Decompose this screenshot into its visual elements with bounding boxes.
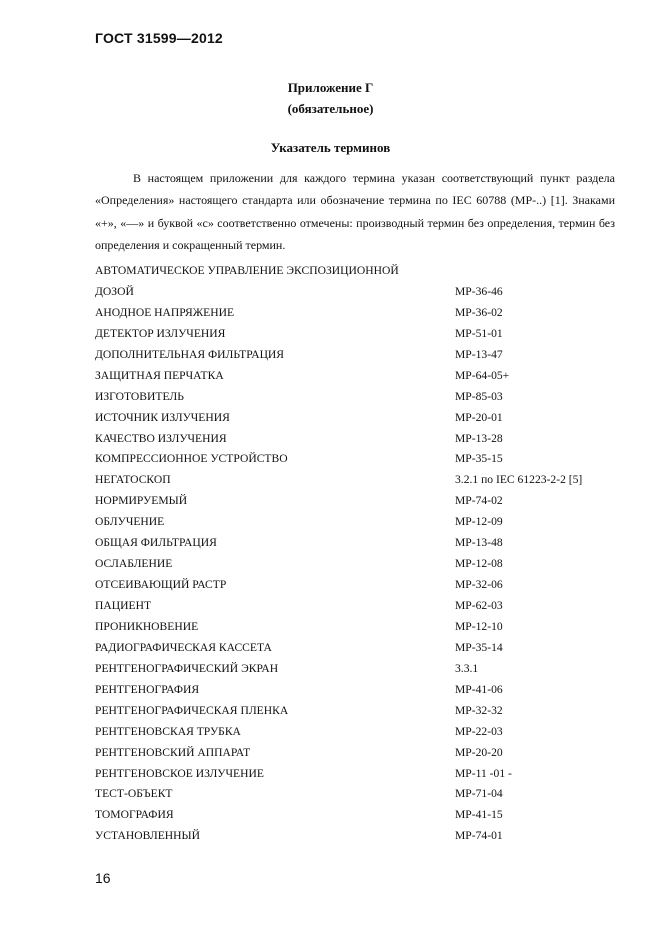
term-row bbox=[95, 701, 635, 722]
term-reference: MP-22-03 bbox=[455, 724, 503, 738]
term-name: РЕНТГЕНОГРАФИЯ bbox=[95, 682, 200, 696]
term-name: ПРОНИКНОВЕНИЕ bbox=[95, 619, 199, 633]
term-reference: MP-13-48 bbox=[455, 536, 503, 550]
term-name: РЕНТГЕНОГРАФИЧЕСКИЙ ЭКРАН bbox=[95, 661, 279, 675]
term-reference: MP-41-06 bbox=[455, 682, 503, 696]
term-row bbox=[95, 449, 635, 470]
term-reference: MP-32-06 bbox=[455, 578, 503, 592]
term-reference: MP-12-08 bbox=[455, 557, 503, 571]
term-name: РАДИОГРАФИЧЕСКАЯ КАССЕТА bbox=[95, 640, 272, 654]
term-name: НЕГАТОСКОП bbox=[95, 473, 171, 487]
index-title: Указатель терминов bbox=[270, 140, 391, 155]
term-reference: MP-35-15 bbox=[455, 452, 503, 466]
term-reference: MP-64-05+ bbox=[455, 368, 510, 382]
term-name: ТОМОГРАФИЯ bbox=[95, 808, 174, 822]
term-row bbox=[95, 784, 635, 805]
term-name: НОРМИРУЕМЫЙ bbox=[95, 494, 188, 508]
document-header: ГОСТ 31599—2012 bbox=[95, 30, 223, 46]
intro-paragraph: В настоящем приложении для каждого термина указан соответствующий пункт раздела «Определения» настоящего стандарта или обозначение термина по IEC 60788 (MP-..) [1]. Знаками «+», «—» и буквой «с» соответственно отмечены: производный термин без определения, термин без определения и сокращенный термин. bbox=[95, 171, 615, 252]
term-reference: MP-85-03 bbox=[455, 389, 503, 403]
term-name: РЕНТГЕНОВСКИЙ АППАРАТ bbox=[95, 745, 251, 759]
appendix-subtitle: (обязательное) bbox=[287, 101, 374, 116]
term-reference: MP-12-09 bbox=[455, 515, 503, 529]
term-reference: MP-71-04 bbox=[455, 787, 503, 801]
term-row bbox=[95, 554, 635, 575]
term-row bbox=[95, 261, 635, 282]
term-name: ТЕСТ-ОБЪЕКТ bbox=[95, 787, 173, 801]
term-reference: MP-20-01 bbox=[455, 410, 503, 424]
term-name: РЕНТГЕНОВСКАЯ ТРУБКА bbox=[95, 724, 241, 738]
term-row bbox=[95, 324, 635, 345]
term-row bbox=[95, 408, 635, 429]
term-reference: MP-62-03 bbox=[455, 599, 503, 612]
term-row bbox=[95, 533, 635, 554]
term-row bbox=[95, 617, 635, 638]
term-name: КОМПРЕССИОННОЕ УСТРОЙСТВО bbox=[95, 452, 288, 466]
term-row bbox=[95, 638, 635, 659]
term-reference: MP-36-46 bbox=[455, 284, 503, 298]
term-reference: MP-12-10 bbox=[455, 619, 503, 633]
term-row bbox=[95, 429, 635, 450]
term-row bbox=[95, 345, 635, 366]
term-row bbox=[95, 366, 635, 387]
term-row bbox=[95, 659, 635, 680]
term-name: ДОЗОЙ bbox=[95, 284, 134, 298]
term-row bbox=[95, 470, 635, 491]
term-row bbox=[95, 303, 635, 324]
term-name: ДОПОЛНИТЕЛЬНАЯ ФИЛЬТРАЦИЯ bbox=[95, 347, 285, 361]
term-row bbox=[95, 680, 635, 701]
term-row bbox=[95, 575, 635, 596]
term-reference: MP-51-01 bbox=[455, 326, 503, 340]
term-name: ИЗГОТОВИТЕЛЬ bbox=[95, 389, 184, 403]
term-name: РЕНТГЕНОВСКОЕ ИЗЛУЧЕНИЕ bbox=[95, 766, 264, 780]
term-name: АНОДНОЕ НАПРЯЖЕНИЕ bbox=[95, 305, 235, 319]
term-name: ПАЦИЕНТ bbox=[95, 599, 152, 612]
term-reference: MP-74-02 bbox=[455, 494, 503, 508]
term-row bbox=[95, 282, 635, 303]
page-number: 16 bbox=[95, 870, 111, 886]
term-name: ИСТОЧНИК ИЗЛУЧЕНИЯ bbox=[95, 410, 230, 424]
term-reference: MP-13-28 bbox=[455, 431, 503, 445]
term-name: АВТОМАТИЧЕСКОЕ УПРАВЛЕНИЕ ЭКСПОЗИЦИОННОЙ bbox=[95, 264, 399, 277]
term-row bbox=[95, 826, 635, 847]
term-reference: MP-13-47 bbox=[455, 347, 503, 361]
appendix-title: Приложение Г bbox=[287, 80, 374, 95]
term-name: ОБЩАЯ ФИЛЬТРАЦИЯ bbox=[95, 536, 217, 550]
term-name: ДЕТЕКТОР ИЗЛУЧЕНИЯ bbox=[95, 326, 226, 340]
term-reference: 3.2.1 по IEC 61223-2-2 [5] bbox=[455, 473, 583, 487]
term-reference: MP-35-14 bbox=[455, 640, 503, 654]
term-reference: MP-36-02 bbox=[455, 305, 503, 319]
term-reference: MP-32-32 bbox=[455, 703, 503, 717]
term-row bbox=[95, 743, 635, 764]
terms-list bbox=[95, 261, 635, 847]
term-name: ОБЛУЧЕНИЕ bbox=[95, 515, 165, 529]
term-name: УСТАНОВЛЕННЫЙ bbox=[95, 829, 201, 843]
term-name: РЕНТГЕНОГРАФИЧЕСКАЯ ПЛЕНКА bbox=[95, 703, 289, 717]
term-row bbox=[95, 387, 635, 408]
term-row bbox=[95, 491, 635, 512]
term-reference: MP-41-15 bbox=[455, 808, 503, 822]
term-name: КАЧЕСТВО ИЗЛУЧЕНИЯ bbox=[95, 431, 227, 445]
term-name: ЗАЩИТНАЯ ПЕРЧАТКА bbox=[95, 368, 224, 382]
term-reference: MP-11 -01 - bbox=[455, 766, 512, 780]
term-row bbox=[95, 596, 635, 617]
term-reference: MP-74-01 bbox=[455, 829, 503, 843]
term-row bbox=[95, 722, 635, 743]
term-reference: 3.3.1 bbox=[455, 661, 479, 675]
term-name: ОТСЕИВАЮЩИЙ РАСТР bbox=[95, 578, 227, 592]
term-row bbox=[95, 764, 635, 785]
term-name: ОСЛАБЛЕНИЕ bbox=[95, 557, 173, 571]
term-row bbox=[95, 512, 635, 533]
term-reference: MP-20-20 bbox=[455, 745, 503, 759]
term-row bbox=[95, 805, 635, 826]
